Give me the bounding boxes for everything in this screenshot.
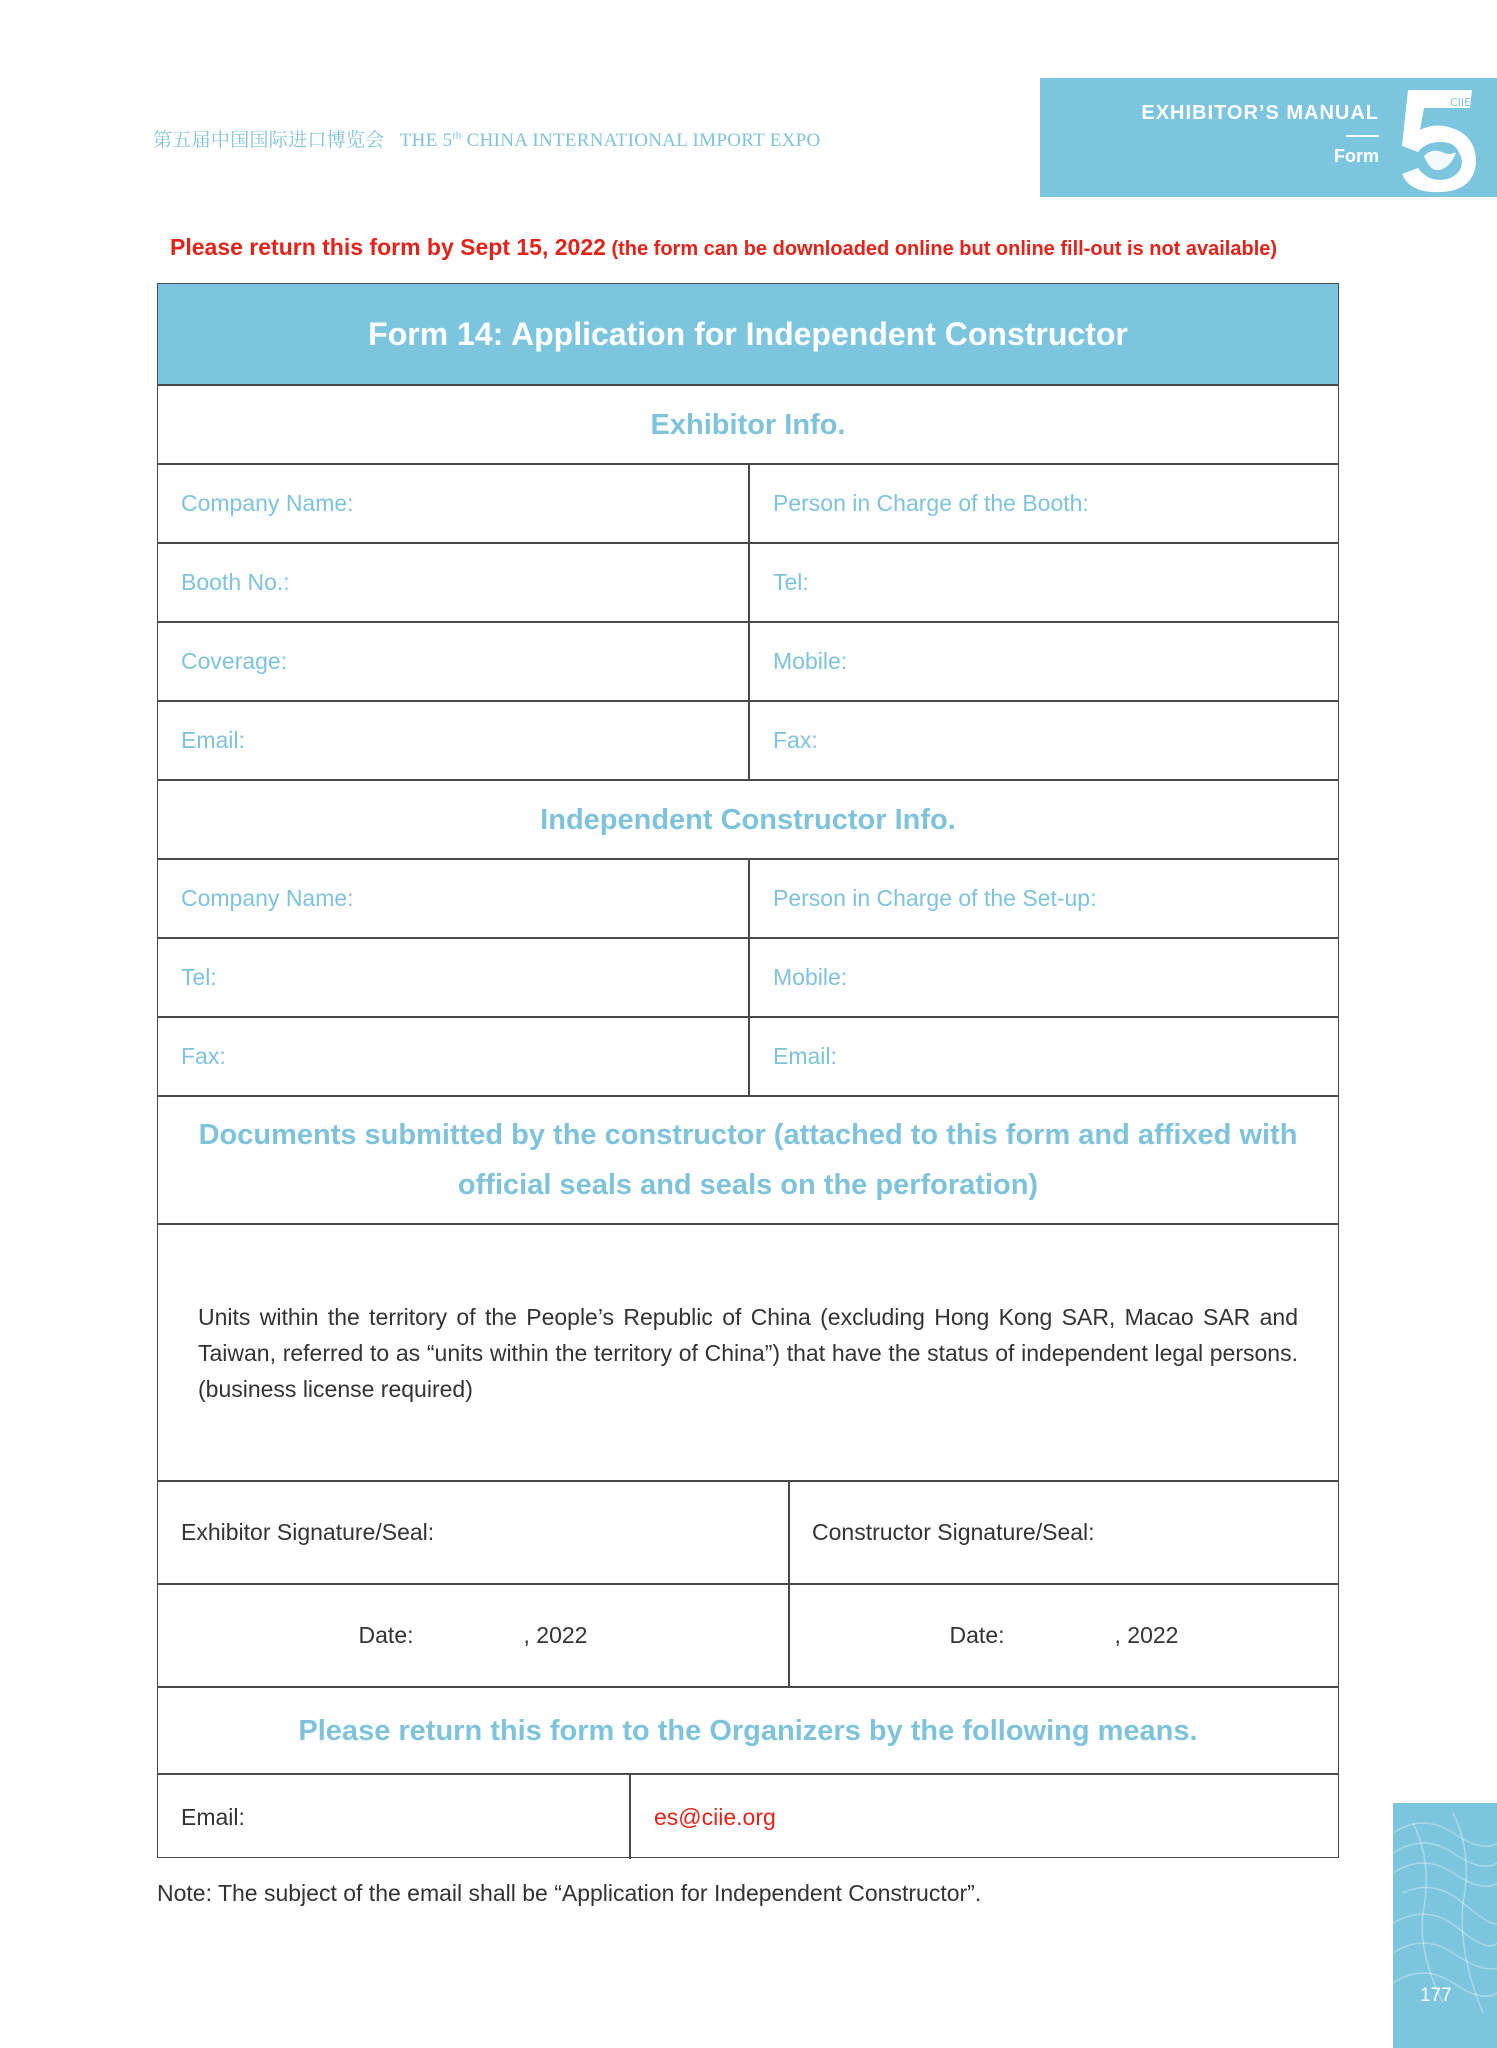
constructor-mobile-field[interactable]: Mobile: (773, 964, 848, 990)
side-decoration (1393, 1803, 1497, 2048)
return-email-link[interactable]: es@ciie.org (654, 1803, 776, 1830)
constructor-tel-field[interactable]: Tel: (181, 964, 217, 990)
column-divider (748, 860, 750, 937)
return-section-title: Please return this form to the Organizers by the following means. (298, 1714, 1198, 1747)
column-divider (748, 939, 750, 1016)
constructor-section-header (158, 781, 1338, 860)
email-subject-note: Note: The subject of the email shall be “Application for Independent Constructor”. (157, 1880, 982, 1906)
constructor-company-name-field[interactable]: Company Name: (181, 885, 354, 911)
documents-section-title: Documents submitted by the constructor (attached to this form and affixed with official seals and seals on the perforation) (198, 1119, 1298, 1201)
expo-title-cn: 第五届中国国际进口博览会 (153, 130, 385, 151)
svg-text:CIIE: CIIE (1450, 96, 1472, 109)
exhibitor-section-header (158, 386, 1338, 465)
exhibitor-row-3 (158, 623, 1338, 702)
column-divider (748, 465, 750, 542)
expo-title (153, 125, 821, 152)
manual-label: EXHIBITOR’S MANUAL (1141, 102, 1379, 124)
column-divider (629, 1775, 631, 1859)
exhibitor-email-field[interactable]: Email: (181, 727, 245, 753)
expo-title-en: THE 5th CHINA INTERNATIONAL IMPORT EXPO (399, 129, 821, 151)
exhibitor-section-title: Exhibitor Info. (650, 408, 846, 441)
documents-body (158, 1225, 1338, 1482)
documents-requirement-text: Units within the territory of the People’s Republic of China (excluding Hong Kong SAR, Macao SAR and Taiwan, referred to as “units within the territory of China”) that have the status of independent legal persons. (business license required) (198, 1303, 1298, 1402)
exhibitor-row-4 (158, 702, 1338, 781)
header-divider (1346, 135, 1379, 137)
exhibitor-date-field[interactable]: Date: , 2022 (358, 1622, 588, 1648)
exhibitor-row-2 (158, 544, 1338, 623)
exhibitor-company-name-field[interactable]: Company Name: (181, 490, 354, 516)
exhibitor-tel-field[interactable]: Tel: (773, 569, 809, 595)
constructor-person-in-charge-field[interactable]: Person in Charge of the Set-up: (773, 885, 1097, 911)
column-divider (748, 702, 750, 779)
exhibitor-fax-field[interactable]: Fax: (773, 727, 818, 753)
column-divider (748, 623, 750, 700)
column-divider (788, 1482, 790, 1583)
header-band (1040, 78, 1497, 197)
return-email-row (158, 1775, 1338, 1859)
constructor-signature-field[interactable]: Constructor Signature/Seal: (812, 1519, 1095, 1545)
page-number: 177 (1420, 1985, 1452, 2006)
constructor-row-1 (158, 860, 1338, 939)
form-title-row (158, 284, 1338, 386)
column-divider (748, 1018, 750, 1095)
deadline-subtext: (the form can be downloaded online but online fill-out is not available) (605, 238, 1278, 260)
column-divider (748, 544, 750, 621)
signature-row (158, 1482, 1338, 1585)
constructor-section-title: Independent Constructor Info. (540, 803, 956, 836)
return-deadline-notice (170, 234, 1340, 261)
constructor-date-field[interactable]: Date: , 2022 (949, 1622, 1179, 1648)
constructor-email-field[interactable]: Email: (773, 1043, 837, 1069)
deadline-text: Please return this form by Sept 15, 2022 (170, 234, 606, 260)
documents-section-header (158, 1097, 1338, 1225)
date-row (158, 1585, 1338, 1688)
exhibitor-person-in-charge-field[interactable]: Person in Charge of the Booth: (773, 490, 1089, 516)
exhibitor-mobile-field[interactable]: Mobile: (773, 648, 848, 674)
exhibitor-coverage-field[interactable]: Coverage: (181, 648, 288, 674)
exhibitor-signature-field[interactable]: Exhibitor Signature/Seal: (181, 1519, 435, 1545)
exhibitor-booth-no-field[interactable]: Booth No.: (181, 569, 290, 595)
exhibitor-row-1 (158, 465, 1338, 544)
return-section-header (158, 1688, 1338, 1775)
ciie-five-logo (1380, 82, 1490, 194)
constructor-row-3 (158, 1018, 1338, 1097)
wave-pattern-decoration (1393, 1803, 1497, 2048)
return-email-label: Email: (181, 1803, 245, 1830)
constructor-row-2 (158, 939, 1338, 1018)
constructor-fax-field[interactable]: Fax: (181, 1043, 226, 1069)
form-title: Form 14: Application for Independent Constructor (368, 315, 1128, 352)
application-form (157, 283, 1339, 1858)
section-label: Form (1334, 146, 1379, 166)
